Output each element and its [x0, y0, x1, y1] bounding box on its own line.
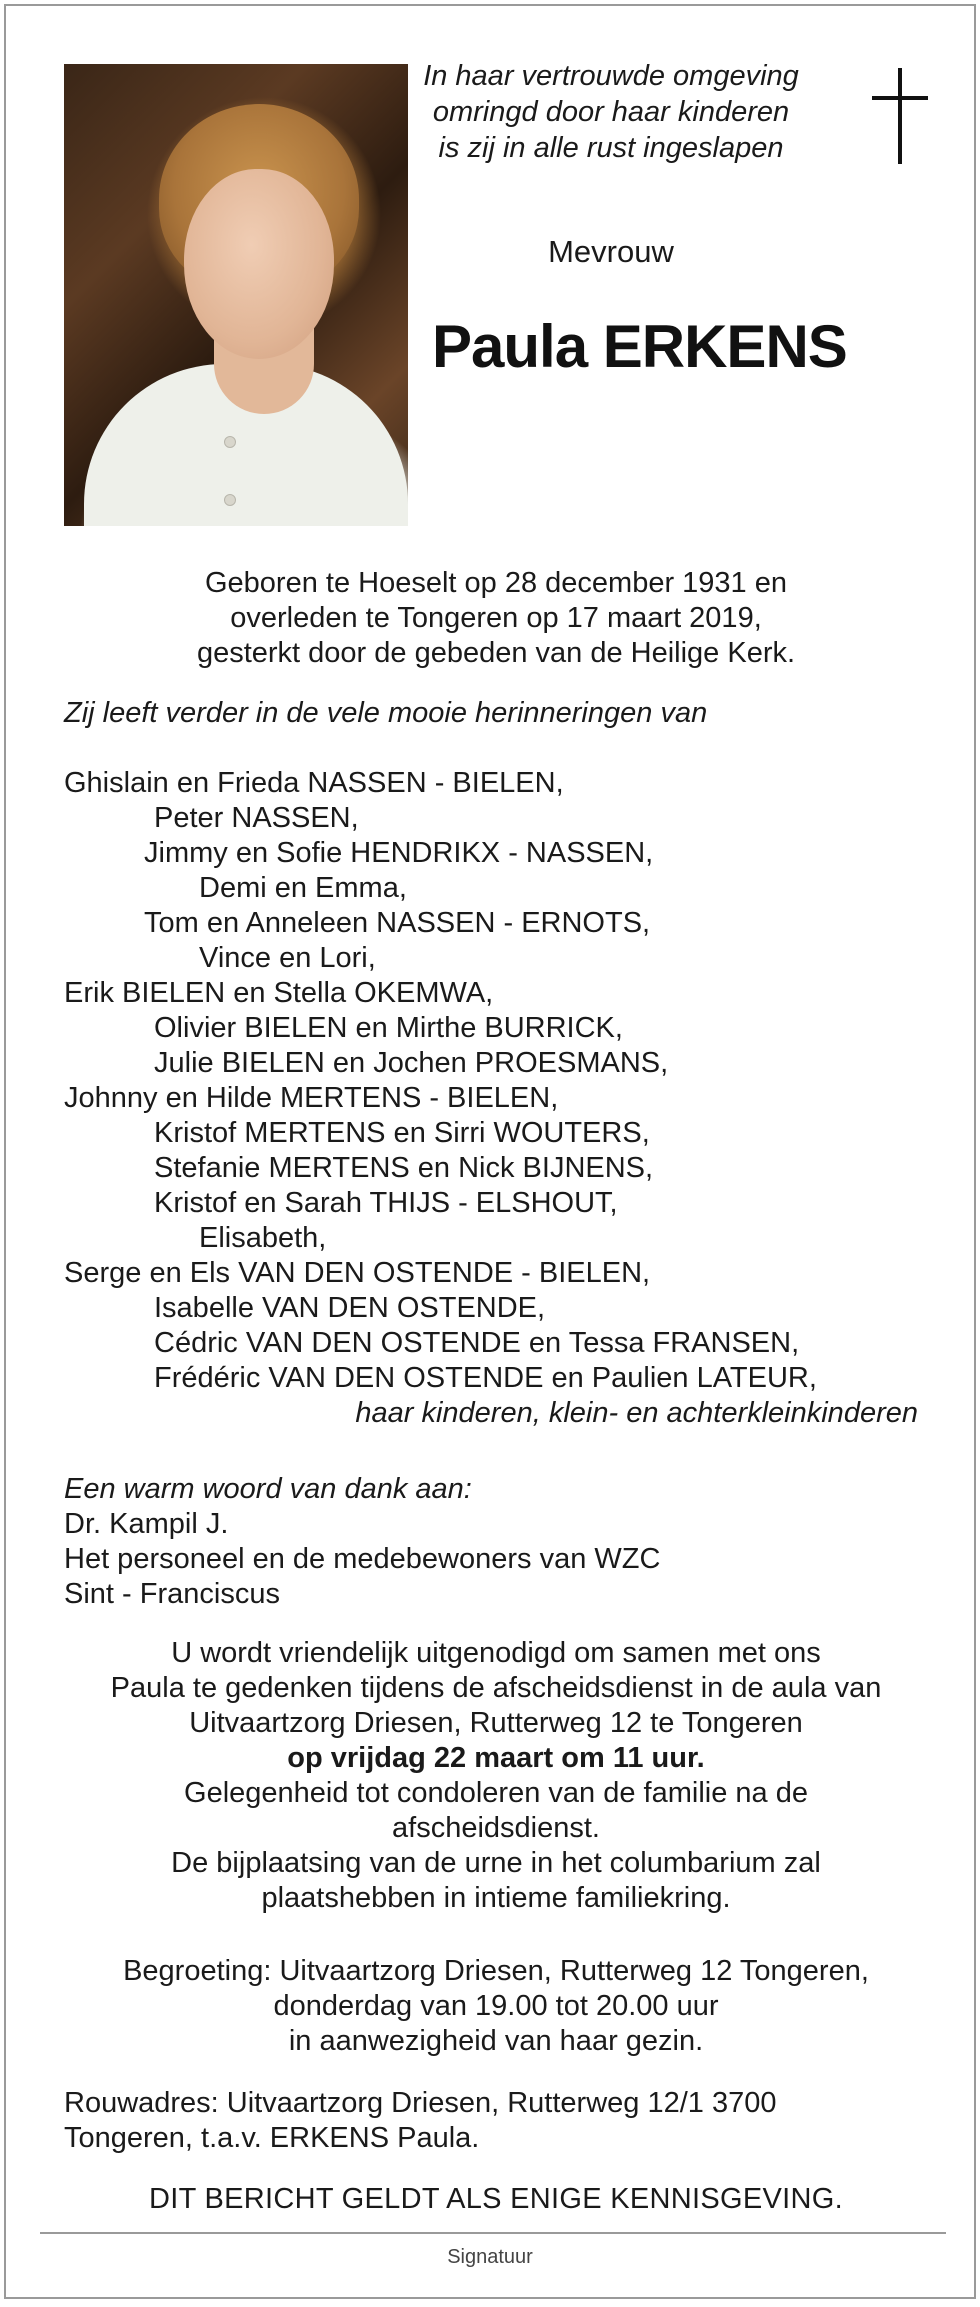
- family-member-line: Stefanie MERTENS en Nick BIJNENS,: [154, 1152, 654, 1184]
- remembered-intro: Zij leeft verder in de vele mooie herinneringen van: [64, 697, 708, 729]
- invite-line: plaatshebben in intieme familiekring.: [261, 1882, 731, 1914]
- family-member-line: Julie BIELEN en Jochen PROESMANS,: [154, 1047, 669, 1079]
- family-member-line: Peter NASSEN,: [154, 802, 359, 834]
- invite-line: Paula te gedenken tijdens de afscheidsdienst in de aula van: [110, 1672, 882, 1704]
- obituary-card: [4, 4, 976, 2299]
- portrait-photo: [64, 64, 408, 526]
- invite-line: Uitvaartzorg Driesen, Rutterweg 12 te Tongeren: [189, 1707, 803, 1739]
- notice: DIT BERICHT GELDT ALS ENIGE KENNISGEVING.: [149, 2183, 843, 2215]
- family-member-line: Erik BIELEN en Stella OKEMWA,: [64, 977, 494, 1009]
- family-member-line: Cédric VAN DEN OSTENDE en Tessa FRANSEN,: [154, 1327, 800, 1359]
- family-member-line: Olivier BIELEN en Mirthe BURRICK,: [154, 1012, 623, 1044]
- deceased-name: Paula ERKENS: [432, 313, 847, 380]
- family-list: [64, 766, 944, 1431]
- family-member-line: Elisabeth,: [199, 1222, 327, 1254]
- info-line: overleden te Tongeren op 17 maart 2019,: [230, 602, 762, 634]
- info-line: gesterkt door de gebeden van de Heilige Kerk.: [196, 637, 796, 669]
- address-line: Rouwadres: Uitvaartzorg Driesen, Rutterweg 12/1 3700: [64, 2087, 777, 2119]
- family-member-line: Demi en Emma,: [199, 872, 407, 904]
- greeting-section: [66, 1954, 926, 2059]
- family-member-line: Kristof MERTENS en Sirri WOUTERS,: [154, 1117, 650, 1149]
- verse-line: In haar vertrouwde omgeving: [423, 60, 799, 92]
- family-member-line: Kristof en Sarah THIJS - ELSHOUT,: [154, 1187, 618, 1219]
- family-member-line: Isabelle VAN DEN OSTENDE,: [154, 1292, 546, 1324]
- greeting-line: Begroeting: Uitvaartzorg Driesen, Rutterweg 12 Tongeren,: [123, 1955, 869, 1987]
- thanks-section: [64, 1472, 944, 1612]
- birth-death-info: [66, 566, 926, 671]
- thanks-line: Het personeel en de medebewoners van WZC: [64, 1543, 661, 1575]
- cross-icon: [872, 68, 928, 164]
- address-line: Tongeren, t.a.v. ERKENS Paula.: [64, 2122, 480, 2154]
- family-member-line: Ghislain en Frieda NASSEN - BIELEN,: [64, 767, 564, 799]
- family-member-line: Serge en Els VAN DEN OSTENDE - BIELEN,: [64, 1257, 651, 1289]
- mourning-address: [64, 2086, 944, 2156]
- family-member-line: Johnny en Hilde MERTENS - BIELEN,: [64, 1082, 559, 1114]
- greeting-line: donderdag van 19.00 tot 20.00 uur: [273, 1990, 719, 2022]
- verse: [416, 58, 806, 166]
- invitation-section: [66, 1636, 926, 1916]
- invite-line: Gelegenheid tot condoleren van de familie na de: [184, 1777, 808, 1809]
- invite-line: De bijplaatsing van de urne in het columbarium zal: [171, 1847, 821, 1879]
- service-date: op vrijdag 22 maart om 11 uur.: [287, 1742, 705, 1774]
- invite-line: U wordt vriendelijk uitgenodigd om samen met ons: [171, 1637, 821, 1669]
- invite-line: afscheidsdienst.: [392, 1812, 600, 1844]
- verse-line: omringd door haar kinderen: [432, 96, 790, 128]
- signature-label: Signatuur: [447, 2246, 533, 2268]
- info-line: Geboren te Hoeselt op 28 december 1931 en: [204, 567, 787, 599]
- verse-line: is zij in alle rust ingeslapen: [438, 132, 784, 164]
- greeting-line: in aanwezigheid van haar gezin.: [288, 2025, 704, 2057]
- family-member-line: Jimmy en Sofie HENDRIKX - NASSEN,: [144, 837, 654, 869]
- family-member-line: Tom en Anneleen NASSEN - ERNOTS,: [144, 907, 651, 939]
- thanks-line: Sint - Franciscus: [64, 1578, 280, 1610]
- family-member-line: Vince en Lori,: [199, 942, 376, 974]
- thanks-line: Dr. Kampil J.: [64, 1508, 229, 1540]
- salutation: Mevrouw: [548, 234, 674, 269]
- divider: [40, 2232, 946, 2234]
- family-closing: haar kinderen, klein- en achterkleinkinderen: [355, 1397, 918, 1429]
- thanks-heading: Een warm woord van dank aan:: [64, 1473, 472, 1505]
- family-member-line: Frédéric VAN DEN OSTENDE en Paulien LATEUR,: [154, 1362, 817, 1394]
